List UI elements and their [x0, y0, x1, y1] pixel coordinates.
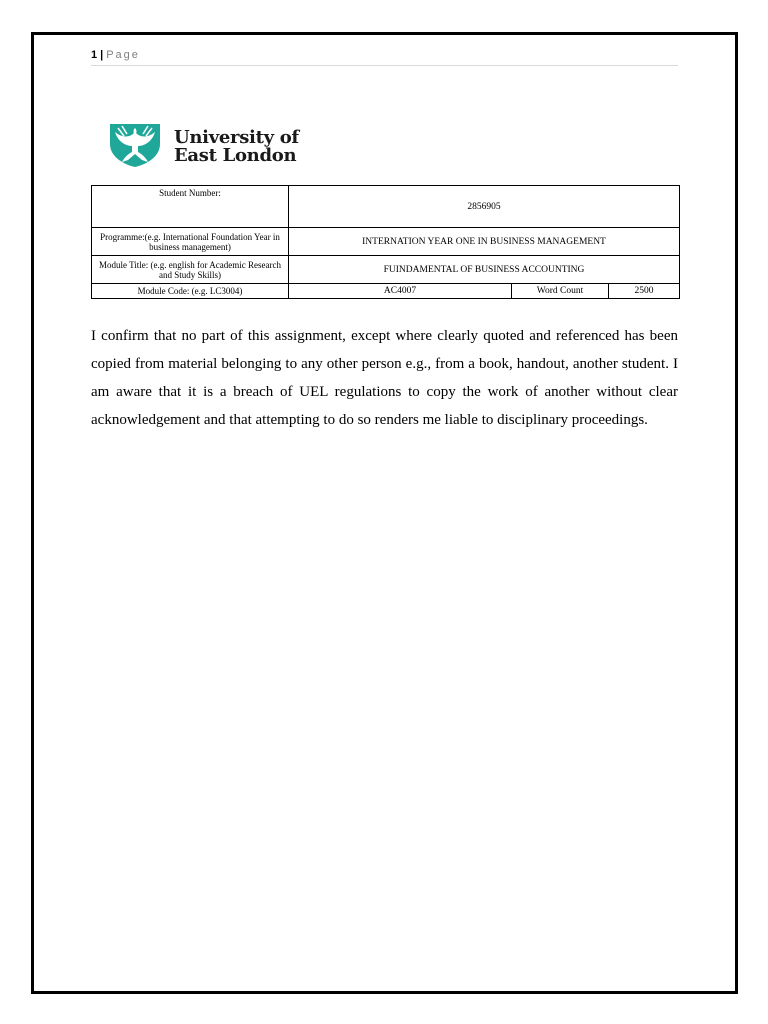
table-row [92, 186, 680, 228]
module-code-label: Module Code: (e.g. LC3004) [92, 284, 289, 299]
programme-label: Programme:(e.g. International Foundation Year in business management) [92, 228, 289, 256]
module-title-label: Module Title: (e.g. english for Academic Research and Study Skills) [92, 256, 289, 284]
declaration-paragraph: I confirm that no part of this assignment, except where clearly quoted and referenced has been copied from material belonging to any other person e.g., from a book, handout, another student. I am aware that it is a breach of UEL regulations to copy the work of another without clear acknowledgement and that attempting to do so renders me liable to disciplinary proceedings. [91, 328, 678, 428]
programme-value: INTERNATION YEAR ONE IN BUSINESS MANAGEMENT [289, 228, 680, 256]
uel-phoenix-crest-icon [108, 122, 162, 168]
page-separator: | [100, 49, 104, 61]
word-count-label: Word Count [512, 284, 609, 299]
module-code-value: AC4007 [289, 284, 512, 299]
module-title-value: FUINDAMENTAL OF BUSINESS ACCOUNTING [289, 256, 680, 284]
page-number: 1 [91, 49, 98, 61]
table-row [92, 228, 680, 256]
table-row [92, 256, 680, 284]
page-word: Page [106, 49, 140, 61]
word-count-value: 2500 [609, 284, 680, 299]
page-border [31, 32, 738, 994]
university-logo [108, 122, 328, 170]
logo-line-1: University of [174, 127, 299, 148]
logo-line-2: East London [174, 145, 297, 166]
page-header [91, 47, 678, 66]
table-row [92, 284, 680, 299]
student-number-label: Student Number: [92, 186, 289, 228]
student-number-value: 2856905 [289, 186, 680, 228]
cover-info-table [91, 185, 680, 299]
